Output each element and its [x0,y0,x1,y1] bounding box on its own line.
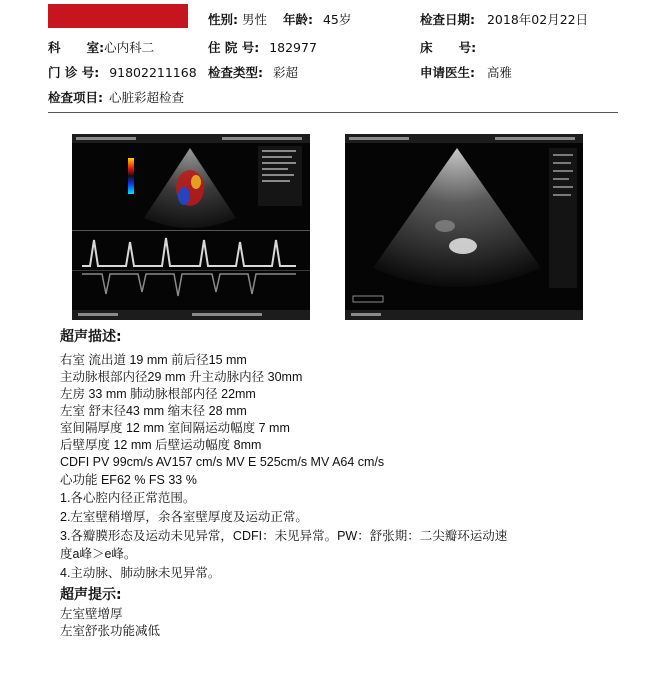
description-line: 主动脉根部内径29 mm 升主动脉内径 30mm [60,370,303,384]
description-line: 室间隔厚度 12 mm 室间隔运动幅度 7 mm [60,421,290,435]
gender-field [208,12,351,28]
admission-label: 住 院 号: [208,40,260,55]
doctor-field [420,65,512,81]
department-field [48,40,154,56]
exam-type-value: 彩超 [272,65,298,80]
description-line: 后壁厚度 12 mm 后壁运动幅度 8mm [60,438,262,452]
outpatient-label: 门 诊 号: [48,65,100,80]
admission-field [208,40,317,56]
bed-field [420,40,476,56]
outpatient-value: 91802211168 [109,65,197,80]
doctor-value: 高雅 [486,65,512,80]
description-line: 右室 流出道 19 mm 前后径15 mm [60,353,247,367]
doctor-label: 申请医生: [420,65,475,80]
admission-value: 182977 [269,40,317,55]
exam-date-field [420,12,588,28]
exam-item-value: 心脏彩超检查 [108,90,184,105]
conclusion-line: 左室舒张功能减低 [60,624,161,638]
description-title: 超声描述: [60,329,122,345]
header-divider [48,112,618,113]
doppler-ultrasound-image [72,134,310,320]
exam-item-field [48,90,184,106]
conclusion-line: 左室壁增厚 [60,607,123,621]
bed-label: 床 号: [420,40,477,55]
conclusion-title: 超声提示: [60,587,122,603]
exam-item-label: 检查项目: [48,90,103,105]
bmode-ultrasound-image [345,134,583,320]
exam-date-value: 2018年02月22日 [486,12,589,27]
gender-label: 性别: [208,12,238,27]
gender-value: 男性 [241,12,267,27]
description-line: 左房 33 mm 肺动脉根部内径 22mm [60,387,256,401]
description-line: 2.左室壁稍增厚，余各室壁厚度及运动正常。 [60,510,308,524]
description-line: 1.各心腔内径正常范围。 [60,491,196,505]
age-value: 45岁 [322,12,352,27]
department-label: 科 室: [48,40,105,55]
exam-type-label: 检查类型: [208,65,263,80]
department-value: 心内科二 [104,40,155,55]
exam-type-field [208,65,298,81]
description-line: CDFI PV 99cm/s AV157 cm/s MV E 525cm/s MV A64 cm/s [60,455,385,469]
description-line: 左室 舒末径43 mm 缩末径 28 mm [60,404,247,418]
redacted-name-block [48,4,188,28]
description-line: 度a峰＞e峰。 [60,547,137,561]
description-line: 4.主动脉、肺动脉未见异常。 [60,566,221,580]
age-label: 年龄: [282,12,313,27]
description-line: 心功能 EF62 % FS 33 % [60,473,197,487]
description-line: 3.各瓣膜形态及运动未见异常，CDFI：未见异常。PW：舒张期：二尖瓣环运动速 [60,529,508,543]
exam-date-label: 检查日期: [420,12,475,27]
outpatient-field [48,65,197,81]
